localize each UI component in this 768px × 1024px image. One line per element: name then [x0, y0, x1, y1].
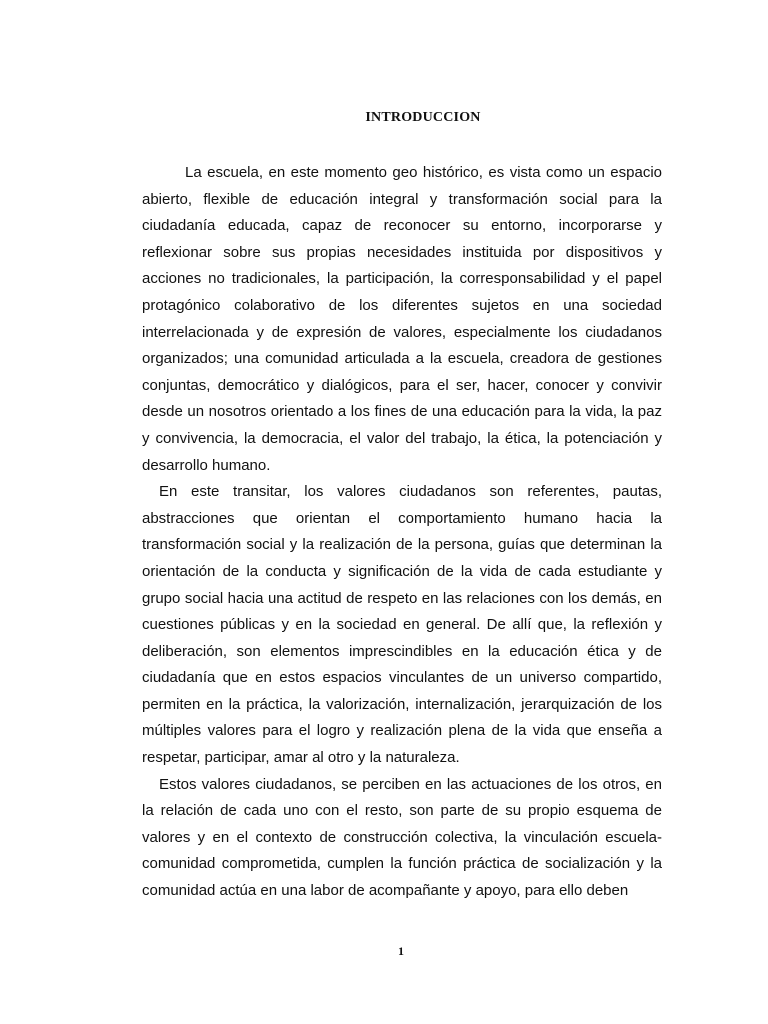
paragraph-1: La escuela, en este momento geo histórico, es vista como un espacio abierto, flexible de educación integral y transformación social para la ciudadanía educada, capaz de reconocer su entorno, incorporarse y reflexionar sobre sus propias necesidades instituida por dispositivos y acciones no tradicionales, la participación, la corresponsabilidad y el papel protagónico colaborativo de los diferentes sujetos en una sociedad interrelacionada y de expresión de valores, especialmente los ciudadanos organizados; una comunidad articulada a la escuela, creadora de gestiones conjuntas, democrático y dialógicos, para el ser, hacer, conocer y convivir desde un nosotros orientado a los fines de una educación para la vida, la paz y convivencia, la democracia, el valor del trabajo, la ética, la potenciación y desarrollo humano. [142, 164, 662, 474]
document-title: INTRODUCCION [365, 110, 481, 125]
paragraph-2: En este transitar, los valores ciudadanos son referentes, pautas, abstracciones que orientan el comportamiento humano hacia la transformación social y la realización de la persona, guías que determinan la orientación de la conducta y significación de la vida de cada estudiante y grupo social hacia una actitud de respeto en las relaciones con los demás, en cuestiones públicas y en la sociedad en general. De allí que, la reflexión y deliberación, son elementos imprescindibles en la educación ética y de ciudadanía que en estos espacios vinculantes de un universo compartido, permiten en la práctica, la valorización, internalización, jerarquización de los múltiples valores para el logro y realización plena de la vida que enseña a respetar, participar, amar al otro y la naturaleza. [142, 483, 662, 767]
page-number: 1 [398, 944, 404, 958]
document-body [142, 160, 662, 905]
paragraph-3: Estos valores ciudadanos, se perciben en las actuaciones de los otros, en la relación de cada uno con el resto, son parte de su propio esquema de valores y en el contexto de construcción colectiva, la vinculación escuela-comunidad comprometida, cumplen la función práctica de socialización y la comunidad actúa en una labor de acompañante y apoyo, para ello deben [142, 775, 662, 900]
